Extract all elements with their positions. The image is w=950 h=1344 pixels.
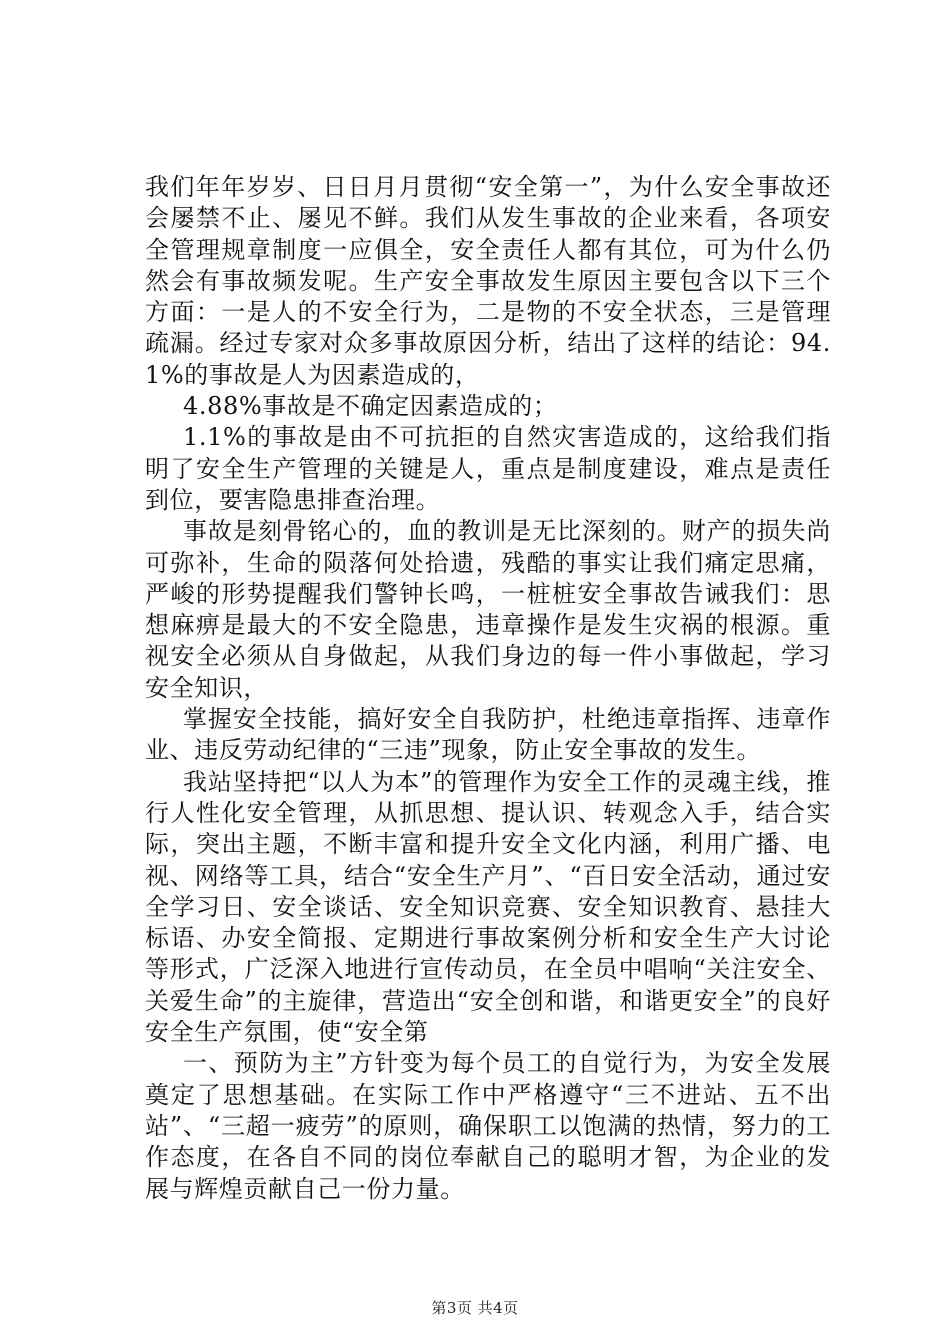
paragraph-5: 掌握安全技能，搞好安全自我防护，杜绝违章指挥、违章作业、违反劳动纪律的“三违”现象，防止安全事故的发生。 — [145, 705, 831, 765]
page-footer: 第3页 共4页 — [431, 1299, 519, 1317]
paragraph-2: 4.88%事故是不确定因素造成的； — [183, 392, 558, 421]
document-body — [145, 172, 831, 1205]
paragraph-1: 我们年年岁岁、日日月月贯彻“安全第一”，为什么安全事故还会屡禁不止、屡见不鲜。我们从发生事故的企业来看，各项安全管理规章制度一应俱全，安全责任人都有其位，可为什么仍然会有事故频发呢。生产安全事故发生原因主要包含以下三个方面：一是人的不安全行为，二是物的不安全状态，三是管理疏漏。经过专家对众多事故原因分析，结出了这样的结论：94.1%的事故是人为因素造成的， — [145, 173, 831, 389]
paragraph-4: 事故是刻骨铭心的，血的教训是无比深刻的。财产的损失尚可弥补，生命的陨落何处拾遗，残酷的事实让我们痛定思痛，严峻的形势提醒我们警钟长鸣，一桩桩安全事故告诫我们：思想麻痹是最大的不安全隐患，违章操作是发生灾祸的根源。重视安全必须从自身做起，从我们身边的每一件小事做起，学习安全知识， — [145, 517, 831, 702]
paragraph-7: 一、预防为主”方针变为每个员工的自觉行为，为安全发展奠定了思想基础。在实际工作中严格遵守“三不进站、五不出站”、“三超一疲劳”的原则，确保职工以饱满的热情，努力的工作态度，在各自不同的岗位奉献自己的聪明才智，为企业的发展与辉煌贡献自己一份力量。 — [145, 1049, 831, 1203]
paragraph-6: 我站坚持把“以人为本”的管理作为安全工作的灵魂主线，推行人性化安全管理，从抓思想、提认识、转观念入手，结合实际，突出主题，不断丰富和提升安全文化内涵，利用广播、电视、网络等工具，结合“安全生产月”、“百日安全活动，通过安全学习日、安全谈话、安全知识竞赛、安全知识教育、悬挂大标语、办安全简报、定期进行事故案例分析和安全生产大讨论等形式，广泛深入地进行宣传动员，在全员中唱响“关注安全、关爱生命”的主旋律，营造出“安全创和谐，和谐更安全”的良好安全生产氛围，使“安全第 — [145, 767, 831, 1047]
paragraph-3: 1.1%的事故是由不可抗拒的自然灾害造成的，这给我们指明了安全生产管理的关键是人，重点是制度建设，难点是责任到位，要害隐患排查治理。 — [145, 423, 831, 514]
